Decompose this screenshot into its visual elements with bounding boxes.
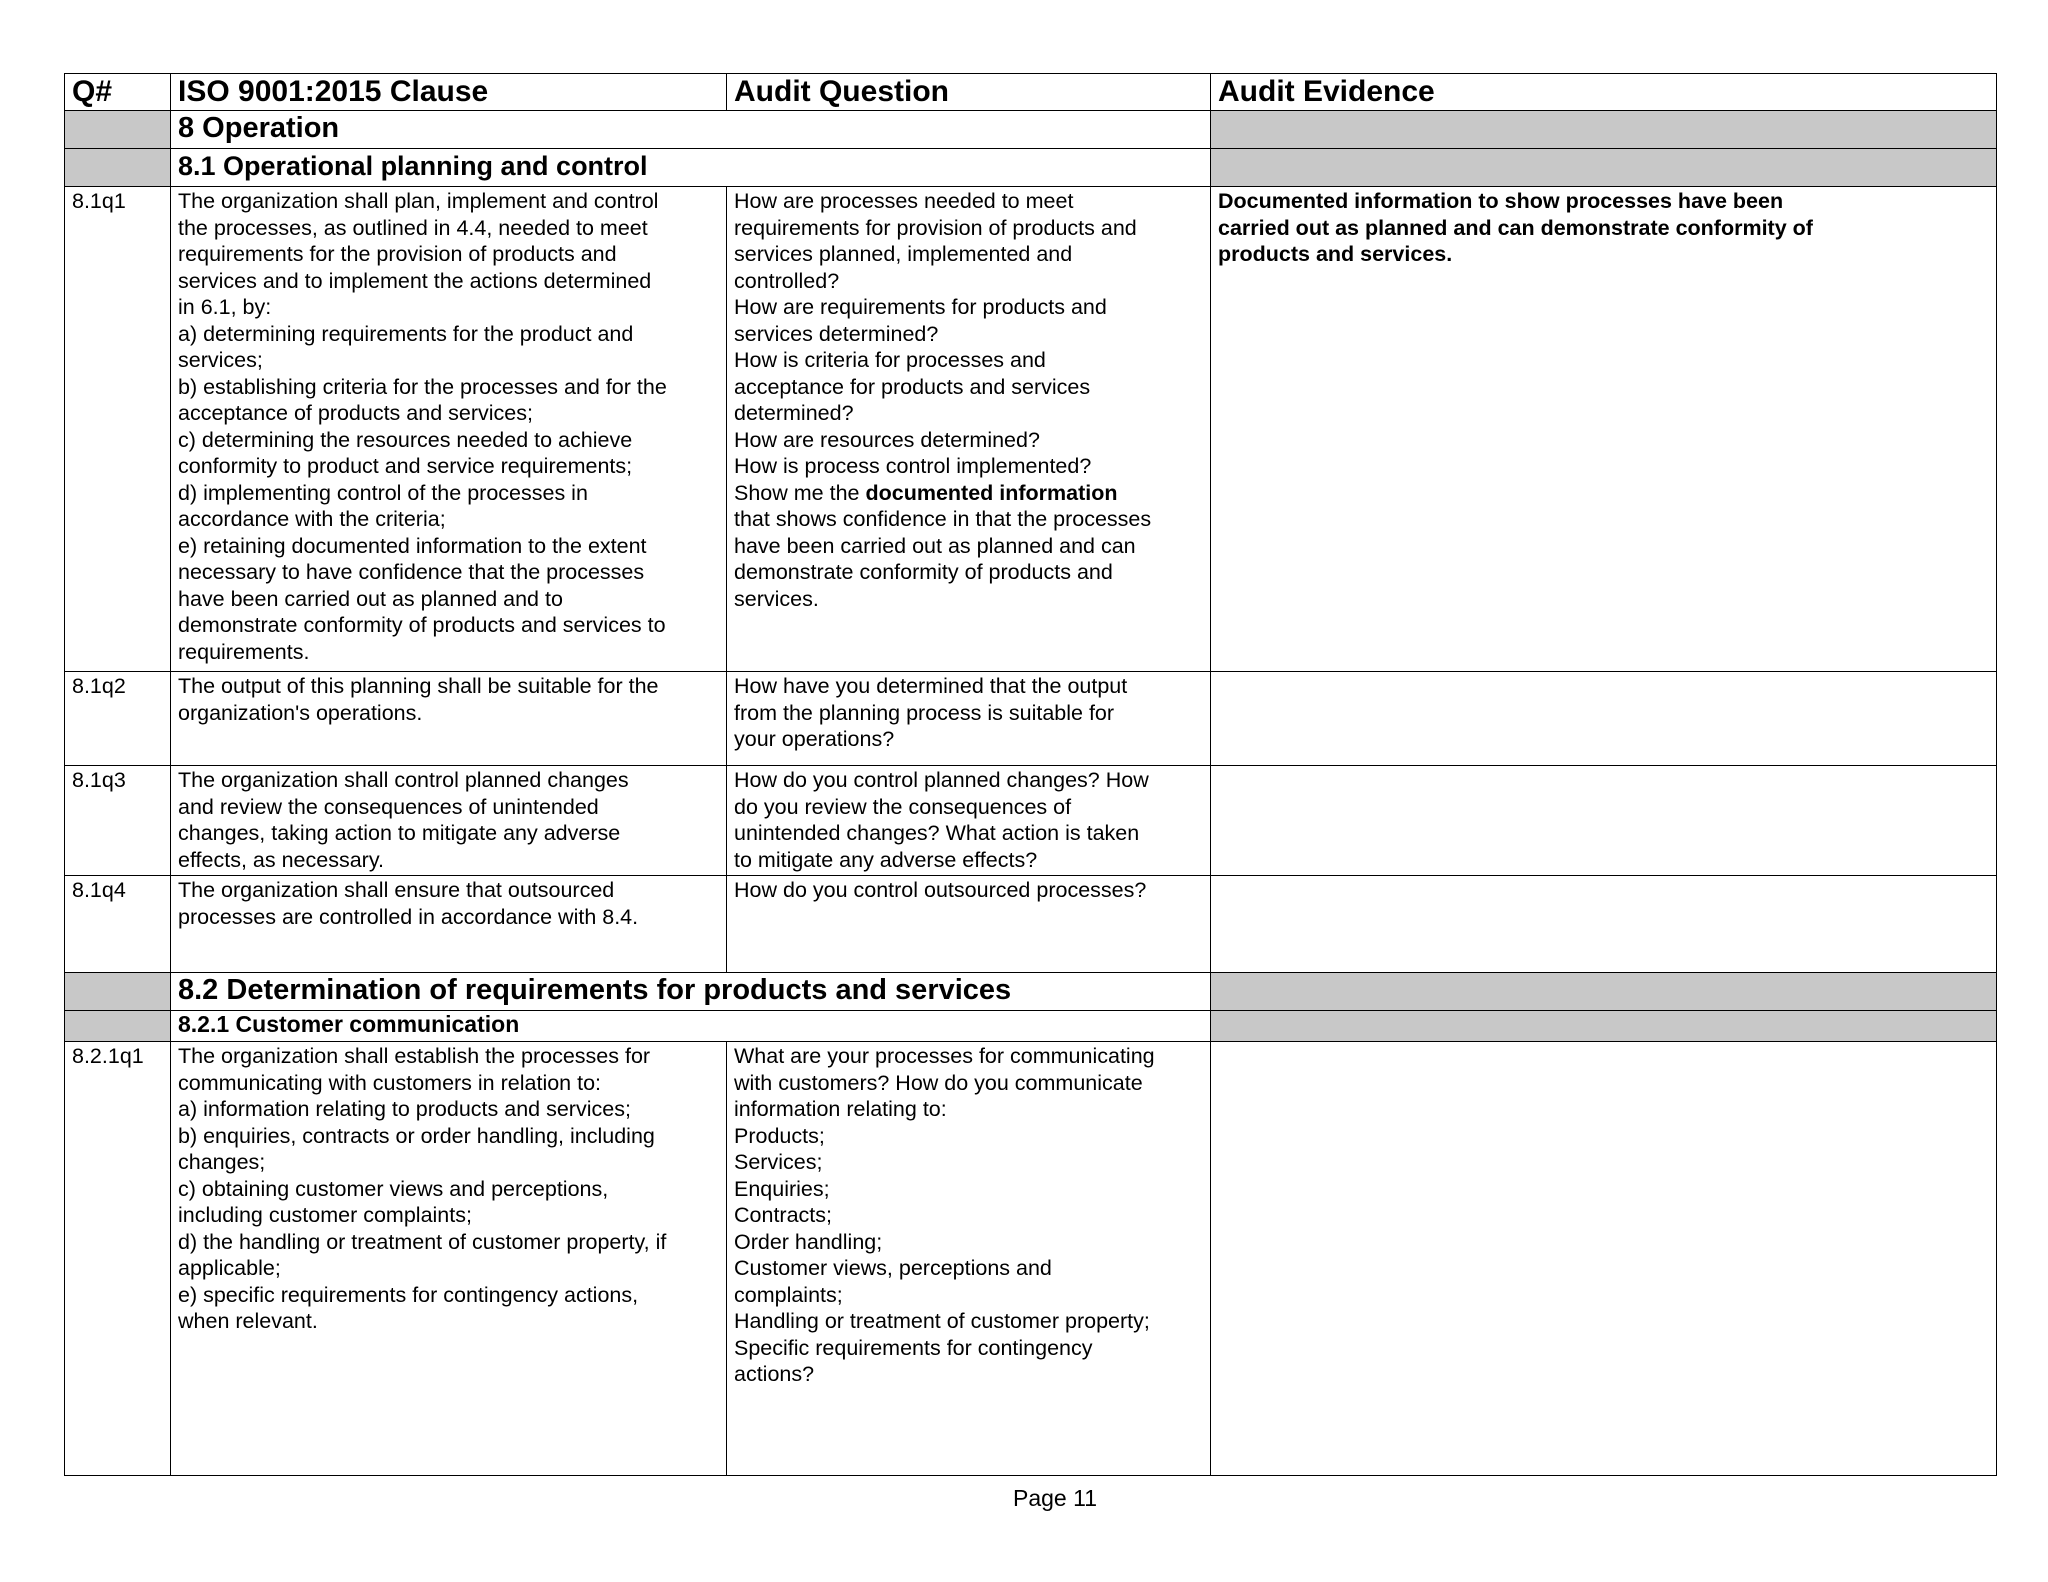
section-grey-cell xyxy=(65,973,171,1011)
text-line: determined? xyxy=(734,401,854,425)
page-number: Page 11 xyxy=(1013,1485,1097,1511)
text-line: services and to implement the actions determined xyxy=(178,268,652,293)
section-title-8-2: 8.2 Determination of requirements for products and services xyxy=(171,973,1211,1011)
table-row xyxy=(65,1042,1997,1476)
show-me-prefix: Show me the xyxy=(734,480,866,505)
text-line: The organization shall establish the processes for xyxy=(178,1044,651,1068)
text-line: complaints; xyxy=(734,1282,843,1307)
section-grey-cell xyxy=(1211,1011,1997,1042)
table-row xyxy=(65,876,1997,973)
audit-question-text xyxy=(727,672,1211,766)
text-line: carried out as planned and can demonstrate conformity of xyxy=(1218,215,1813,240)
text-line: Enquiries; xyxy=(734,1176,830,1201)
text-line: changes; xyxy=(178,1150,266,1174)
text-line: requirements. xyxy=(178,639,310,664)
text-line: c) obtaining customer views and perceptions, xyxy=(178,1176,609,1201)
section-grey-cell xyxy=(1211,111,1997,149)
text-line: acceptance for products and services xyxy=(734,374,1091,399)
text-line: products and services. xyxy=(1218,242,1453,266)
section-title-8-2-1: 8.2.1 Customer communication xyxy=(171,1011,1211,1042)
text-line: and review the consequences of unintended xyxy=(178,794,599,819)
text-line: The organization shall ensure that outsourced xyxy=(178,878,615,902)
section-title-8-1: 8.1 Operational planning and control xyxy=(171,149,1211,187)
text-line: services. xyxy=(734,586,819,611)
text-line: services determined? xyxy=(734,321,939,346)
text-line: How do you control planned changes? How xyxy=(734,768,1149,792)
audit-question-text xyxy=(727,187,1211,672)
section-grey-cell xyxy=(65,111,171,149)
text-line: The output of this planning shall be suitable for the xyxy=(178,674,659,698)
audit-table xyxy=(64,73,1997,1476)
text-line: changes, taking action to mitigate any adverse xyxy=(178,821,621,845)
text-line: have been carried out as planned and can xyxy=(734,533,1136,558)
text-line: including customer complaints; xyxy=(178,1203,472,1227)
table-header-row xyxy=(65,74,1997,111)
text-line: requirements for the provision of products and xyxy=(178,242,617,266)
table-row xyxy=(65,187,1997,672)
text-line: necessary to have confidence that the processes xyxy=(178,560,645,584)
text-line: when relevant. xyxy=(178,1309,318,1333)
text-line: How are processes needed to meet xyxy=(734,189,1074,213)
text-line: conformity to product and service requirements; xyxy=(178,454,633,478)
text-line: The organization shall plan, implement and control xyxy=(178,189,659,213)
text-line: How are resources determined? xyxy=(734,427,1040,452)
section-row xyxy=(65,111,1997,149)
text-line: e) specific requirements for contingency actions, xyxy=(178,1282,639,1307)
audit-evidence-text xyxy=(1211,187,1997,672)
audit-evidence-text xyxy=(1211,1042,1997,1476)
text-line: that shows confidence in that the processes xyxy=(734,507,1152,531)
audit-question-text xyxy=(727,766,1211,876)
table-row xyxy=(65,766,1997,876)
text-line: How is process control implemented? xyxy=(734,454,1092,478)
text-line: acceptance of products and services; xyxy=(178,401,533,425)
text-line: Documented information to show processes have been xyxy=(1218,189,1784,213)
question-id: 8.1q4 xyxy=(65,876,171,973)
text-line: d) the handling or treatment of customer property, if xyxy=(178,1229,667,1254)
text-line: unintended changes? What action is taken xyxy=(734,821,1140,845)
text-line: the processes, as outlined in 4.4, needed to meet xyxy=(178,215,648,240)
text-line: b) enquiries, contracts or order handling, including xyxy=(178,1123,655,1148)
documented-information-emphasis: documented information xyxy=(865,480,1118,505)
text-line: b) establishing criteria for the processes and for the xyxy=(178,374,667,399)
text-line: to mitigate any adverse effects? xyxy=(734,847,1038,872)
text-line: communicating with customers in relation to: xyxy=(178,1070,602,1095)
question-id: 8.2.1q1 xyxy=(65,1042,171,1476)
text-line: requirements for provision of products and xyxy=(734,215,1137,240)
subsection-row xyxy=(65,1011,1997,1042)
text-line: c) determining the resources needed to achieve xyxy=(178,427,633,452)
question-id: 8.1q2 xyxy=(65,672,171,766)
text-line: Contracts; xyxy=(734,1203,832,1227)
text-line: demonstrate conformity of products and services to xyxy=(178,613,666,637)
text-line: d) implementing control of the processes in xyxy=(178,480,588,505)
text-line: your operations? xyxy=(734,727,895,751)
header-audit-evidence: Audit Evidence xyxy=(1211,74,1997,111)
text-line: e) retaining documented information to the extent xyxy=(178,533,647,558)
text-line: information relating to: xyxy=(734,1097,947,1121)
text-line: How do you control outsourced processes? xyxy=(734,878,1147,902)
text-line: How have you determined that the output xyxy=(734,674,1128,698)
table-row xyxy=(65,672,1997,766)
text-line: accordance with the criteria; xyxy=(178,507,446,531)
clause-text xyxy=(171,672,727,766)
audit-question-text xyxy=(727,876,1211,973)
section-grey-cell xyxy=(65,1011,171,1042)
show-me-line xyxy=(734,480,1204,507)
question-id: 8.1q1 xyxy=(65,187,171,672)
section-title-8: 8 Operation xyxy=(171,111,1211,149)
text-line: controlled? xyxy=(734,268,840,293)
audit-question-text xyxy=(727,1042,1211,1476)
audit-evidence-text xyxy=(1211,672,1997,766)
text-line: processes are controlled in accordance with 8.4. xyxy=(178,904,639,929)
text-line: do you review the consequences of xyxy=(734,794,1072,819)
text-line: How is criteria for processes and xyxy=(734,348,1046,372)
text-line: Customer views, perceptions and xyxy=(734,1256,1052,1280)
text-line: services planned, implemented and xyxy=(734,242,1073,266)
text-line: Order handling; xyxy=(734,1229,883,1254)
clause-text xyxy=(171,1042,727,1476)
text-line: actions? xyxy=(734,1362,815,1386)
text-line: Handling or treatment of customer property; xyxy=(734,1309,1150,1333)
text-line: from the planning process is suitable for xyxy=(734,700,1115,725)
text-line: services; xyxy=(178,348,263,372)
section-row xyxy=(65,973,1997,1011)
text-line: effects, as necessary. xyxy=(178,847,384,872)
clause-text xyxy=(171,876,727,973)
audit-evidence-text xyxy=(1211,876,1997,973)
text-line: have been carried out as planned and to xyxy=(178,586,563,611)
text-line: demonstrate conformity of products and xyxy=(734,560,1113,584)
text-line: a) information relating to products and services; xyxy=(178,1097,631,1121)
section-grey-cell xyxy=(1211,149,1997,187)
text-line: applicable; xyxy=(178,1256,281,1280)
header-q-number: Q# xyxy=(65,74,171,111)
text-line: The organization shall control planned changes xyxy=(178,768,629,792)
text-line: with customers? How do you communicate xyxy=(734,1070,1143,1095)
text-line: Specific requirements for contingency xyxy=(734,1335,1093,1360)
clause-text xyxy=(171,766,727,876)
audit-evidence-text xyxy=(1211,766,1997,876)
text-line: in 6.1, by: xyxy=(178,295,272,319)
text-line: Products; xyxy=(734,1123,825,1148)
text-line: How are requirements for products and xyxy=(734,295,1107,319)
question-id: 8.1q3 xyxy=(65,766,171,876)
subsection-row xyxy=(65,149,1997,187)
header-clause: ISO 9001:2015 Clause xyxy=(171,74,727,111)
clause-text xyxy=(171,187,727,672)
text-line: a) determining requirements for the product and xyxy=(178,321,634,346)
text-line: organization's operations. xyxy=(178,700,423,725)
section-grey-cell xyxy=(65,149,171,187)
section-grey-cell xyxy=(1211,973,1997,1011)
header-audit-question: Audit Question xyxy=(727,74,1211,111)
text-line: Services; xyxy=(734,1150,823,1174)
text-line: What are your processes for communicating xyxy=(734,1044,1155,1068)
